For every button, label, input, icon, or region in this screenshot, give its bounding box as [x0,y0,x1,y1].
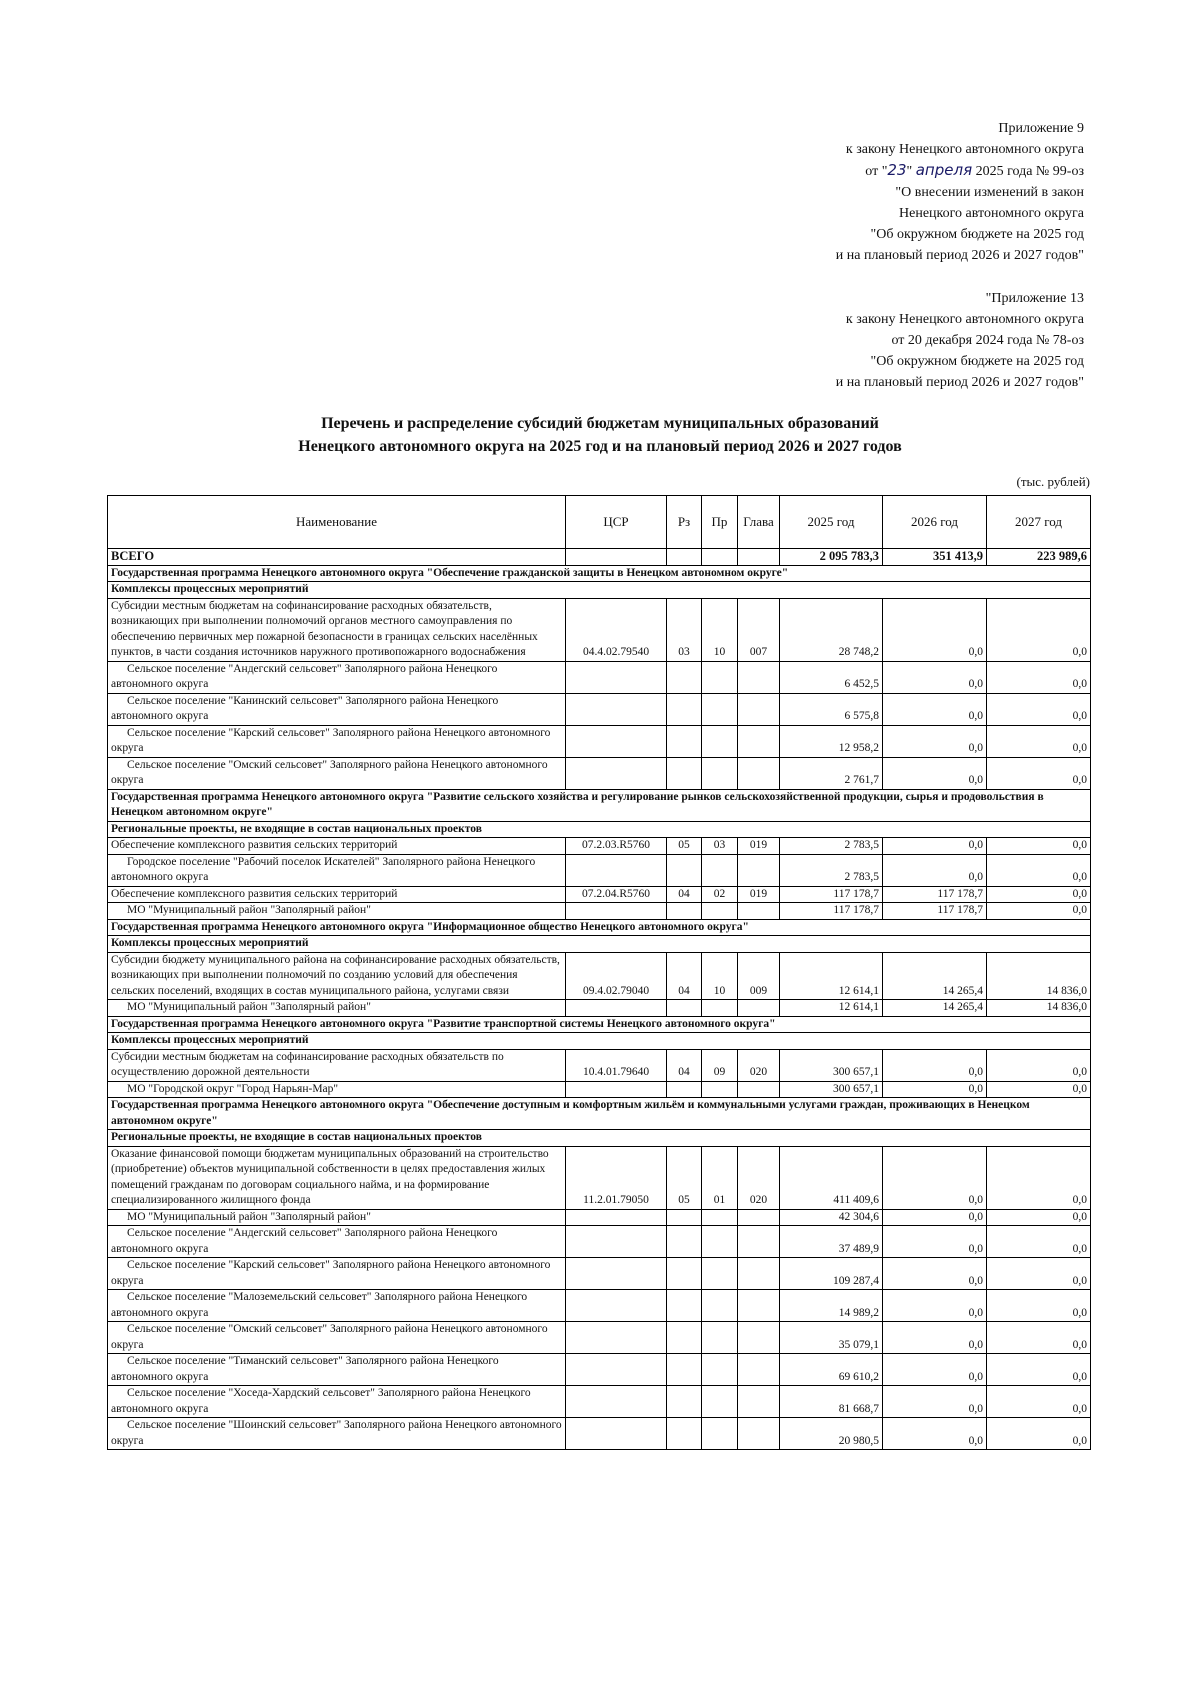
row-2027: 0,0 [987,886,1091,903]
row-name: Сельское поселение "Тиманский сельсовет" Заполярного района Ненецкого автономного округа [108,1354,566,1386]
section-title: Региональные проекты, не входящие в состав национальных проектов [108,821,1091,838]
appendix-old-line4: "Об окружном бюджете на 2025 год [870,354,1084,369]
row-csr [566,725,667,757]
row-csr [566,1209,667,1226]
row-rz: 04 [667,952,702,1000]
row-csr [566,693,667,725]
row-name: МО "Муниципальный район "Заполярный район" [108,1209,566,1226]
row-pr [702,1354,738,1386]
row-2025: 117 178,7 [780,903,883,920]
row-pr: 09 [702,1049,738,1081]
document-title [100,412,1100,458]
row-pr: 02 [702,886,738,903]
row-2027: 0,0 [987,1258,1091,1290]
row-rz [667,1386,702,1418]
section-title: Комплексы процессных мероприятий [108,936,1091,953]
row-rz: 03 [667,598,702,661]
program-title: Государственная программа Ненецкого автономного округа "Развитие сельского хозяйства и регулирование рынков сельскохозяйственной продукции, сырья и продовольствия в Ненецком автономном округе" [108,789,1091,821]
row-csr [566,549,667,566]
row-rz [667,757,702,789]
row-glava [738,1322,780,1354]
row-name: Сельское поселение "Андегский сельсовет" Заполярного района Ненецкого автономного округа [108,661,566,693]
table-row-sub [108,1322,1091,1354]
appendix-new-line2: к закону Ненецкого автономного округа [845,142,1084,157]
col-header-glava: Глава [738,496,780,549]
table-row-prog [108,919,1091,936]
row-2027: 0,0 [987,1209,1091,1226]
row-rz [667,1290,702,1322]
row-2026: 0,0 [883,1209,987,1226]
row-glava [738,693,780,725]
row-glava [738,903,780,920]
row-2025: 109 287,4 [780,1258,883,1290]
row-name: Обеспечение комплексного развития сельских территорий [108,838,566,855]
row-csr [566,1226,667,1258]
col-header-2027: 2027 год [987,496,1091,549]
row-2025: 42 304,6 [780,1209,883,1226]
program-title: Государственная программа Ненецкого автономного округа "Обеспечение доступным и комфортным жильём и коммунальными услугами граждан, проживающих в Ненецком автономном округе" [108,1098,1091,1130]
row-glava [738,1000,780,1017]
row-2025: 411 409,6 [780,1146,883,1209]
table-body [108,549,1091,1450]
row-glava [738,1290,780,1322]
appendix-old-line2: к закону Ненецкого автономного округа [845,312,1084,327]
table-row-prog [108,1016,1091,1033]
row-2026: 0,0 [883,1354,987,1386]
row-name: Сельское поселение "Малоземельский сельсовет" Заполярного района Ненецкого автономного округа [108,1290,566,1322]
row-2026: 0,0 [883,1081,987,1098]
row-glava: 019 [738,886,780,903]
row-csr: 04.4.02.79540 [566,598,667,661]
row-pr: 10 [702,598,738,661]
row-glava [738,757,780,789]
row-2025: 2 095 783,3 [780,549,883,566]
row-2027: 14 836,0 [987,1000,1091,1017]
appendix-old-line5: и на плановый период 2026 и 2027 годов" [835,375,1084,390]
row-pr [702,757,738,789]
row-2027: 0,0 [987,838,1091,855]
row-2025: 35 079,1 [780,1322,883,1354]
appendix-new-date: от "23" апреля 2025 года № 99-оз [865,161,1084,179]
row-2027: 0,0 [987,1049,1091,1081]
appendix-new-line5: Ненецкого автономного округа [899,206,1084,221]
row-rz [667,1354,702,1386]
row-2025: 12 614,1 [780,952,883,1000]
row-csr [566,661,667,693]
row-rz [667,1322,702,1354]
row-csr: 07.2.03.R5760 [566,838,667,855]
title-line1: Перечень и распределение субсидий бюджетам муниципальных образований [321,415,879,432]
row-2026: 0,0 [883,1322,987,1354]
row-name: Сельское поселение "Карский сельсовет" Заполярного района Ненецкого автономного округа [108,1258,566,1290]
row-pr [702,693,738,725]
row-pr [702,1418,738,1450]
table-row-sub [108,1000,1091,1017]
table-row-sub [108,1354,1091,1386]
row-2025: 2 761,7 [780,757,883,789]
row-rz: 04 [667,886,702,903]
row-2026: 0,0 [883,661,987,693]
table-row-sect [108,582,1091,599]
row-2026: 351 413,9 [883,549,987,566]
row-2026: 0,0 [883,1290,987,1322]
row-glava [738,549,780,566]
row-glava: 019 [738,838,780,855]
row-glava [738,1081,780,1098]
row-2026: 0,0 [883,854,987,886]
subsidies-table [107,495,1091,1450]
row-2026: 0,0 [883,1226,987,1258]
row-2025: 300 657,1 [780,1049,883,1081]
row-rz [667,854,702,886]
row-glava [738,725,780,757]
table-row-sub [108,1209,1091,1226]
row-rz: 04 [667,1049,702,1081]
col-header-rz: Рз [667,496,702,549]
row-name: Сельское поселение "Омский сельсовет" Заполярного района Ненецкого автономного округа [108,757,566,789]
table-row-sub [108,725,1091,757]
row-rz: 05 [667,1146,702,1209]
row-name: МО "Муниципальный район "Заполярный район" [108,1000,566,1017]
table-row-item [108,1146,1091,1209]
table-row-item [108,952,1091,1000]
table-row-item [108,1049,1091,1081]
row-name: Субсидии местным бюджетам на софинансирование расходных обязательств по осуществлению дорожной деятельности [108,1049,566,1081]
row-2025: 2 783,5 [780,838,883,855]
appendix-old-line3: от 20 декабря 2024 года № 78-оз [891,333,1084,348]
row-glava [738,1226,780,1258]
row-2027: 0,0 [987,1354,1091,1386]
table-row-sub [108,1386,1091,1418]
section-title: Комплексы процессных мероприятий [108,1033,1091,1050]
col-header-2025: 2025 год [780,496,883,549]
section-title: Региональные проекты, не входящие в состав национальных проектов [108,1130,1091,1147]
row-2026: 0,0 [883,838,987,855]
row-csr [566,757,667,789]
row-2025: 117 178,7 [780,886,883,903]
row-2026: 117 178,7 [883,903,987,920]
table-row-sub [108,1418,1091,1450]
row-2026: 117 178,7 [883,886,987,903]
row-pr: 03 [702,838,738,855]
row-name: Городское поселение "Рабочий поселок Искателей" Заполярного района Ненецкого автономного округа [108,854,566,886]
row-rz [667,1081,702,1098]
row-2025: 14 989,2 [780,1290,883,1322]
row-2026: 0,0 [883,1146,987,1209]
row-2027: 0,0 [987,1418,1091,1450]
table-row-sub [108,757,1091,789]
table-row-item [108,838,1091,855]
table-row-prog [108,789,1091,821]
row-2026: 0,0 [883,1258,987,1290]
row-rz [667,661,702,693]
unit-label: (тыс. рублей) [1016,474,1090,489]
table-row-sub [108,1226,1091,1258]
table-row-sub [108,903,1091,920]
row-2026: 14 265,4 [883,1000,987,1017]
row-csr [566,1290,667,1322]
row-2027: 0,0 [987,903,1091,920]
table-row-sub [108,1081,1091,1098]
row-2027: 0,0 [987,854,1091,886]
row-2025: 81 668,7 [780,1386,883,1418]
col-header-csr: ЦСР [566,496,667,549]
row-name: Сельское поселение "Омский сельсовет" Заполярного района Ненецкого автономного округа [108,1322,566,1354]
row-glava: 009 [738,952,780,1000]
appendix-new-line7: и на плановый период 2026 и 2027 годов" [835,248,1084,263]
row-2026: 0,0 [883,1386,987,1418]
table-row-sub [108,661,1091,693]
row-2025: 20 980,5 [780,1418,883,1450]
row-2026: 0,0 [883,725,987,757]
row-2025: 28 748,2 [780,598,883,661]
appendix-old-block [836,288,1084,393]
row-pr [702,661,738,693]
table-row-sub [108,854,1091,886]
row-pr [702,725,738,757]
row-2025: 69 610,2 [780,1354,883,1386]
row-csr [566,854,667,886]
appendix-new-line1: Приложение 9 [998,121,1084,136]
row-rz [667,903,702,920]
table-row-sub [108,1290,1091,1322]
row-csr [566,1386,667,1418]
table-row-item [108,598,1091,661]
row-rz [667,693,702,725]
table-row-sect [108,821,1091,838]
row-2027: 0,0 [987,598,1091,661]
row-rz [667,1000,702,1017]
row-pr [702,1258,738,1290]
row-glava [738,1418,780,1450]
row-name: Сельское поселение "Карский сельсовет" Заполярного района Ненецкого автономного округа [108,725,566,757]
row-pr [702,1000,738,1017]
row-csr [566,903,667,920]
row-csr [566,1322,667,1354]
row-csr [566,1418,667,1450]
row-glava [738,1386,780,1418]
row-pr [702,854,738,886]
table-row-sect [108,1130,1091,1147]
row-2027: 0,0 [987,757,1091,789]
row-csr: 09.4.02.79040 [566,952,667,1000]
col-header-pr: Пр [702,496,738,549]
row-glava [738,661,780,693]
program-title: Государственная программа Ненецкого автономного округа "Развитие транспортной системы Ненецкого автономного округа" [108,1016,1091,1033]
table-row-sect [108,1033,1091,1050]
row-2027: 0,0 [987,1146,1091,1209]
row-pr [702,1081,738,1098]
row-2027: 0,0 [987,1322,1091,1354]
table-row-prog [108,565,1091,582]
row-2027: 0,0 [987,1290,1091,1322]
row-csr [566,1258,667,1290]
row-glava [738,854,780,886]
table-header-row [108,496,1091,549]
row-pr [702,1209,738,1226]
row-2025: 6 575,8 [780,693,883,725]
row-name: Сельское поселение "Хоседа-Хардский сельсовет" Заполярного района Ненецкого автономного округа [108,1386,566,1418]
handwritten-day: 23 [887,161,907,179]
row-2025: 300 657,1 [780,1081,883,1098]
appendix-new-line4: "О внесении изменений в закон [895,185,1084,200]
row-2025: 6 452,5 [780,661,883,693]
row-pr [702,1322,738,1354]
row-name: Сельское поселение "Андегский сельсовет" Заполярного района Ненецкого автономного округа [108,1226,566,1258]
row-rz [667,1209,702,1226]
row-csr [566,1354,667,1386]
row-rz [667,1258,702,1290]
row-name: МО "Городской округ "Город Нарьян-Мар" [108,1081,566,1098]
appendix-new-line6: "Об окружном бюджете на 2025 год [870,227,1084,242]
row-name: МО "Муниципальный район "Заполярный район" [108,903,566,920]
row-name: Субсидии бюджету муниципального района на софинансирование расходных обязательств, возникающих при выполнении полномочий по созданию условий для обеспечения сельских поселений, входящих в состав муниципального района, услугами связи [108,952,566,1000]
row-pr: 10 [702,952,738,1000]
row-pr [702,1386,738,1418]
row-2027: 0,0 [987,1386,1091,1418]
program-title: Государственная программа Ненецкого автономного округа "Информационное общество Ненецкого автономного округа" [108,919,1091,936]
row-2027: 14 836,0 [987,952,1091,1000]
row-csr [566,1000,667,1017]
row-2026: 0,0 [883,598,987,661]
section-title: Комплексы процессных мероприятий [108,582,1091,599]
row-2026: 14 265,4 [883,952,987,1000]
row-pr [702,549,738,566]
row-glava [738,1209,780,1226]
row-name: Субсидии местным бюджетам на софинансирование расходных обязательств, возникающих при выполнении полномочий органов местного самоуправления по обеспечению первичных мер пожарной безопасности в границах сельских населённых пунктов, в части создания источников наружного противопожарного водоснабжения [108,598,566,661]
row-name: Сельское поселение "Шоинский сельсовет" Заполярного района Ненецкого автономного округа [108,1418,566,1450]
table-row-item [108,886,1091,903]
table-row-sect [108,936,1091,953]
row-pr [702,1290,738,1322]
row-rz [667,549,702,566]
row-pr: 01 [702,1146,738,1209]
appendix-new-block [836,118,1084,266]
row-glava: 020 [738,1049,780,1081]
row-2027: 0,0 [987,725,1091,757]
row-rz [667,1418,702,1450]
row-glava: 020 [738,1146,780,1209]
row-glava: 007 [738,598,780,661]
row-2026: 0,0 [883,757,987,789]
row-name: ВСЕГО [108,549,566,566]
row-2027: 223 989,6 [987,549,1091,566]
row-2027: 0,0 [987,661,1091,693]
title-line2: Ненецкого автономного округа на 2025 год и на плановый период 2026 и 2027 годов [298,438,902,455]
table-row-total [108,549,1091,566]
row-2027: 0,0 [987,1081,1091,1098]
table-row-sub [108,693,1091,725]
row-csr [566,1081,667,1098]
row-rz [667,1226,702,1258]
row-glava [738,1354,780,1386]
row-name: Сельское поселение "Канинский сельсовет" Заполярного района Ненецкого автономного округа [108,693,566,725]
row-2026: 0,0 [883,1049,987,1081]
row-2026: 0,0 [883,693,987,725]
row-2027: 0,0 [987,1226,1091,1258]
col-header-name: Наименование [108,496,566,549]
appendix-old-line1: "Приложение 13 [985,291,1084,306]
row-2025: 12 958,2 [780,725,883,757]
table-row-sub [108,1258,1091,1290]
row-pr [702,1226,738,1258]
row-pr [702,903,738,920]
row-csr: 07.2.04.R5760 [566,886,667,903]
row-2027: 0,0 [987,693,1091,725]
col-header-2026: 2026 год [883,496,987,549]
row-name: Оказание финансовой помощи бюджетам муниципальных образований на строительство (приобретение) объектов муниципальной собственности в целях предоставления жилых помещений гражданам по договорам социального найма, и на формирование специализированного жилищного фонда [108,1146,566,1209]
table-row-prog [108,1098,1091,1130]
row-csr: 11.2.01.79050 [566,1146,667,1209]
handwritten-month: апреля [915,161,973,179]
row-rz [667,725,702,757]
row-2025: 12 614,1 [780,1000,883,1017]
row-rz: 05 [667,838,702,855]
row-name: Обеспечение комплексного развития сельских территорий [108,886,566,903]
program-title: Государственная программа Ненецкого автономного округа "Обеспечение гражданской защиты в Ненецком автономном округе" [108,565,1091,582]
row-2025: 2 783,5 [780,854,883,886]
row-csr: 10.4.01.79640 [566,1049,667,1081]
row-glava [738,1258,780,1290]
row-2025: 37 489,9 [780,1226,883,1258]
row-2026: 0,0 [883,1418,987,1450]
